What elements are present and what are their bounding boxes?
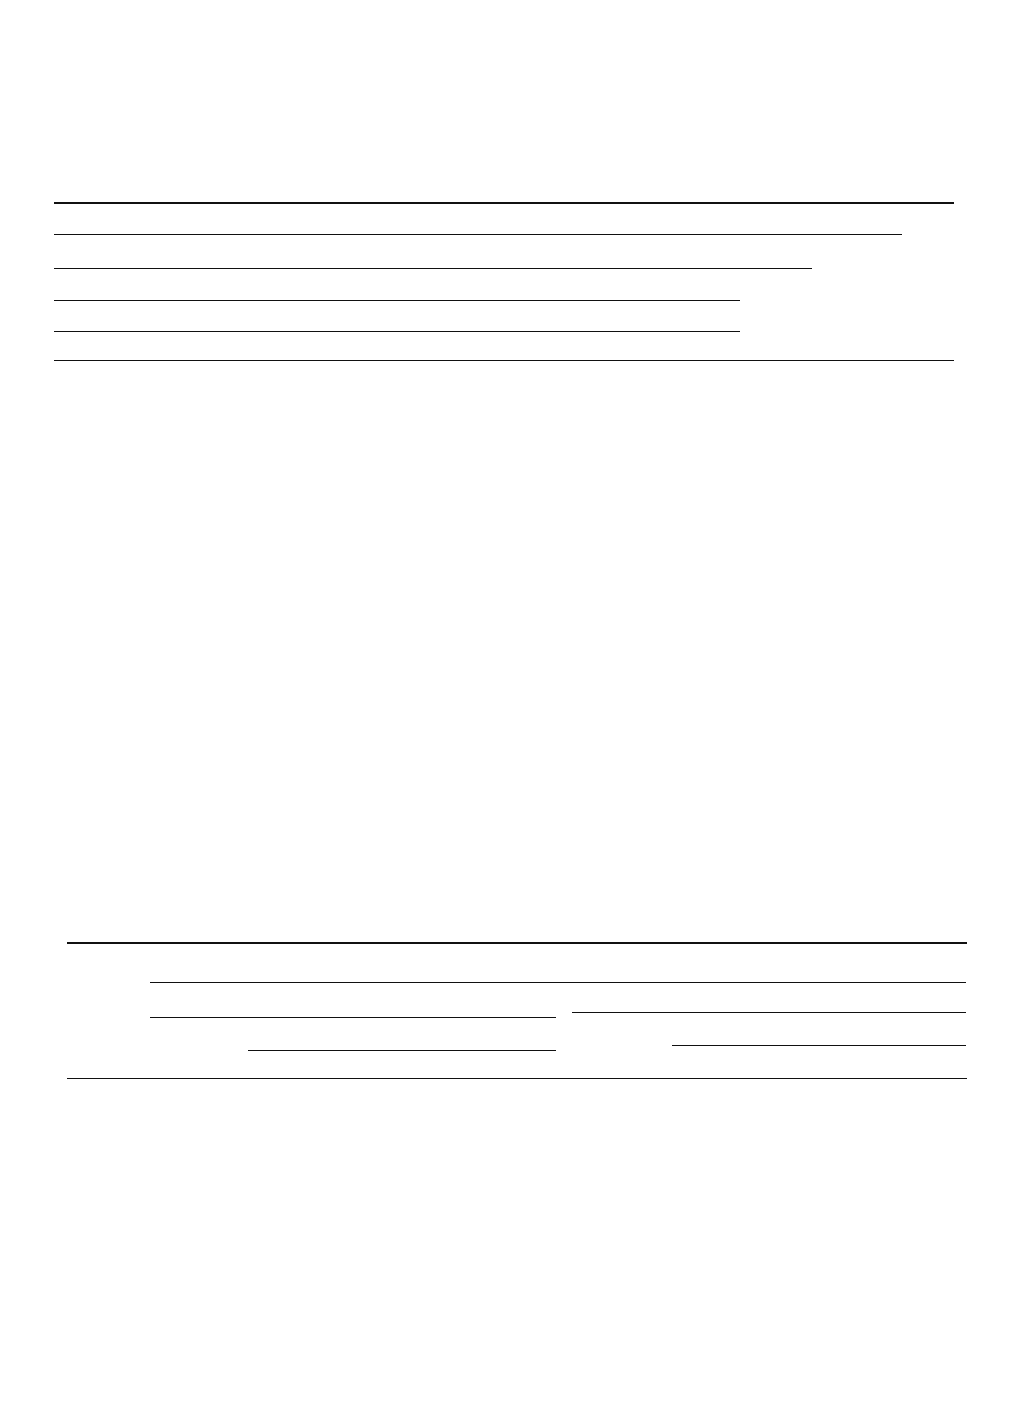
table5-rule-4 [54,331,740,332]
table6-header-bottom-rule [67,1078,967,1079]
table5-rule-1 [54,234,902,235]
table6-top-rule [67,942,967,944]
table6-rule-frauen [572,1012,966,1013]
table6-rule-frauen-2 [672,1045,966,1046]
table6-rule-maenner [150,1017,556,1018]
table5-rule-3 [54,300,740,301]
table6-rule-1 [150,982,966,983]
table5-header-bottom-rule [54,360,954,361]
table6-rule-maenner-2 [248,1050,556,1051]
table5-top-rule [54,202,954,204]
table5-rule-2 [54,268,812,269]
